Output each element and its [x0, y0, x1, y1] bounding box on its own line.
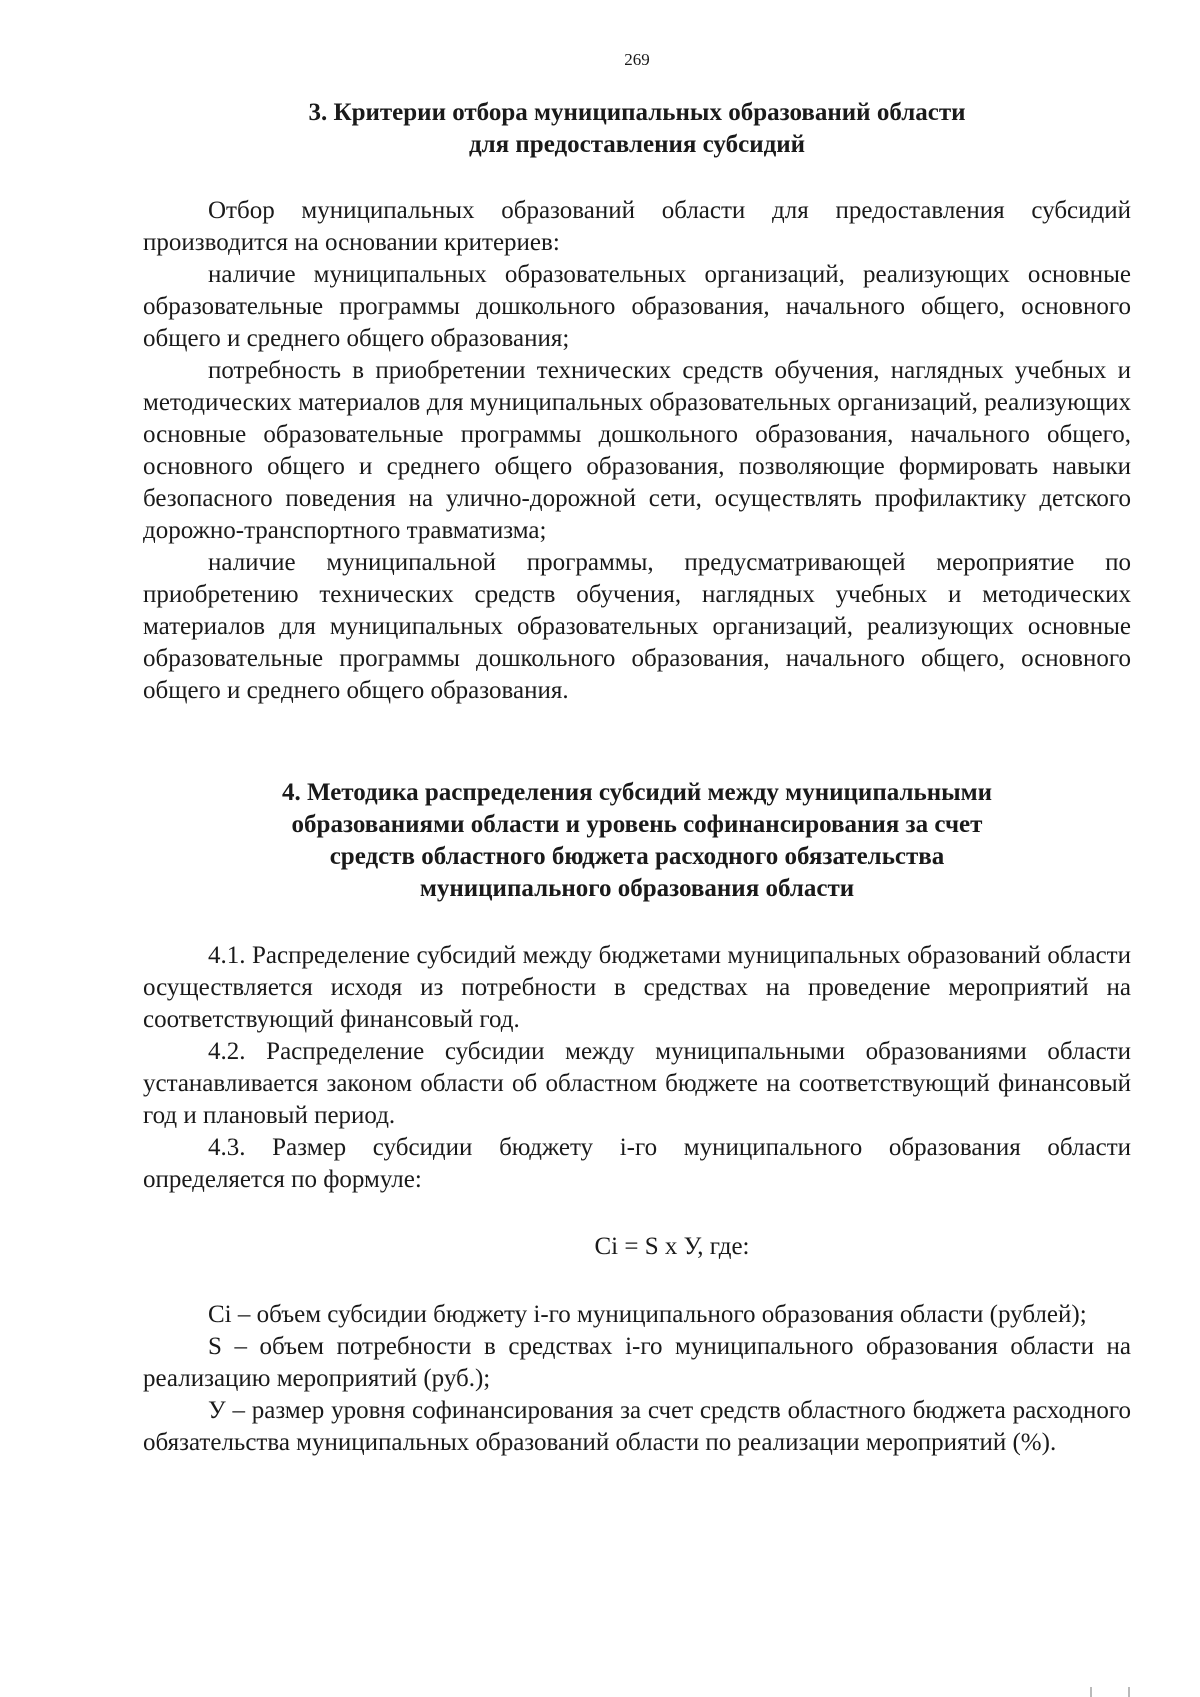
section-3-title-line: 3. Критерии отбора муниципальных образований области: [308, 99, 966, 126]
section-4-title-line: образованиями области и уровень софинансирования за счет: [291, 811, 983, 838]
section-4-title-line: муниципального образования области: [419, 875, 855, 902]
document-page: [143, 0, 1131, 1697]
section-4-paragraph: 4.2. Распределение субсидии между муниципальными образованиями области устанавливается законом области об областном бюджете на соответствующий финансовый год и плановый период.: [143, 1038, 1131, 1129]
section-4-paragraph: 4.3. Размер субсидии бюджету i-го муниципального образования области определяется по формуле:: [143, 1134, 1131, 1193]
formula-definition: Ci – объем субсидии бюджету i-го муниципального образования области (рублей);: [208, 1301, 1087, 1328]
section-3-paragraph: наличие муниципальных образовательных организаций, реализующих основные образовательные программы дошкольного образования, начального общего, основного общего и среднего общего образования;: [143, 261, 1131, 352]
section-4-title-line: 4. Методика распределения субсидий между муниципальными: [281, 779, 993, 806]
scan-edge-mark: [1090, 1687, 1130, 1697]
section-3-title-line: для предоставления субсидий: [468, 131, 806, 158]
section-3-title: [143, 97, 1131, 161]
section-3-paragraph: Отбор муниципальных образований области для предоставления субсидий производится на основании критериев:: [143, 197, 1131, 256]
section-4-title: [143, 777, 1131, 905]
section-3-paragraph: потребность в приобретении технических средств обучения, наглядных учебных и методических материалов для муниципальных образовательных организаций, реализующих основные образовательные программы дошкольного образования, начального общего, основного общего и среднего общего образования, позволяющие формировать навыки безопасного поведения на улично-дорожной сети, осуществлять профилактику детского дорожно-транспортного травматизма;: [143, 357, 1131, 544]
section-4-body: [143, 940, 1131, 1196]
section-4-paragraph: 4.1. Распределение субсидий между бюджетами муниципальных образований области осуществляется исходя из потребности в средствах на проведение мероприятий на соответствующий финансовый год.: [143, 942, 1131, 1033]
section-3-paragraph: наличие муниципальной программы, предусматривающей мероприятие по приобретению технических средств обучения, наглядных учебных и методических материалов для муниципальных образовательных организаций, реализующих основные образовательные программы дошкольного образования, начального общего, основного общего и среднего общего образования.: [143, 549, 1131, 704]
section-3-body: [143, 195, 1131, 707]
formula-definition: У – размер уровня софинансирования за счет средств областного бюджета расходного обязательства муниципальных образований области по реализации мероприятий (%).: [143, 1397, 1131, 1456]
formula-definitions: [143, 1299, 1131, 1459]
page-number: 269: [624, 50, 650, 69]
formula-definition: S – объем потребности в средствах i-го муниципального образования области на реализацию мероприятий (руб.);: [143, 1333, 1131, 1392]
section-4-title-line: средств областного бюджета расходного обязательства: [329, 843, 945, 870]
subsidy-formula: Ci = S x У, где:: [594, 1233, 750, 1260]
